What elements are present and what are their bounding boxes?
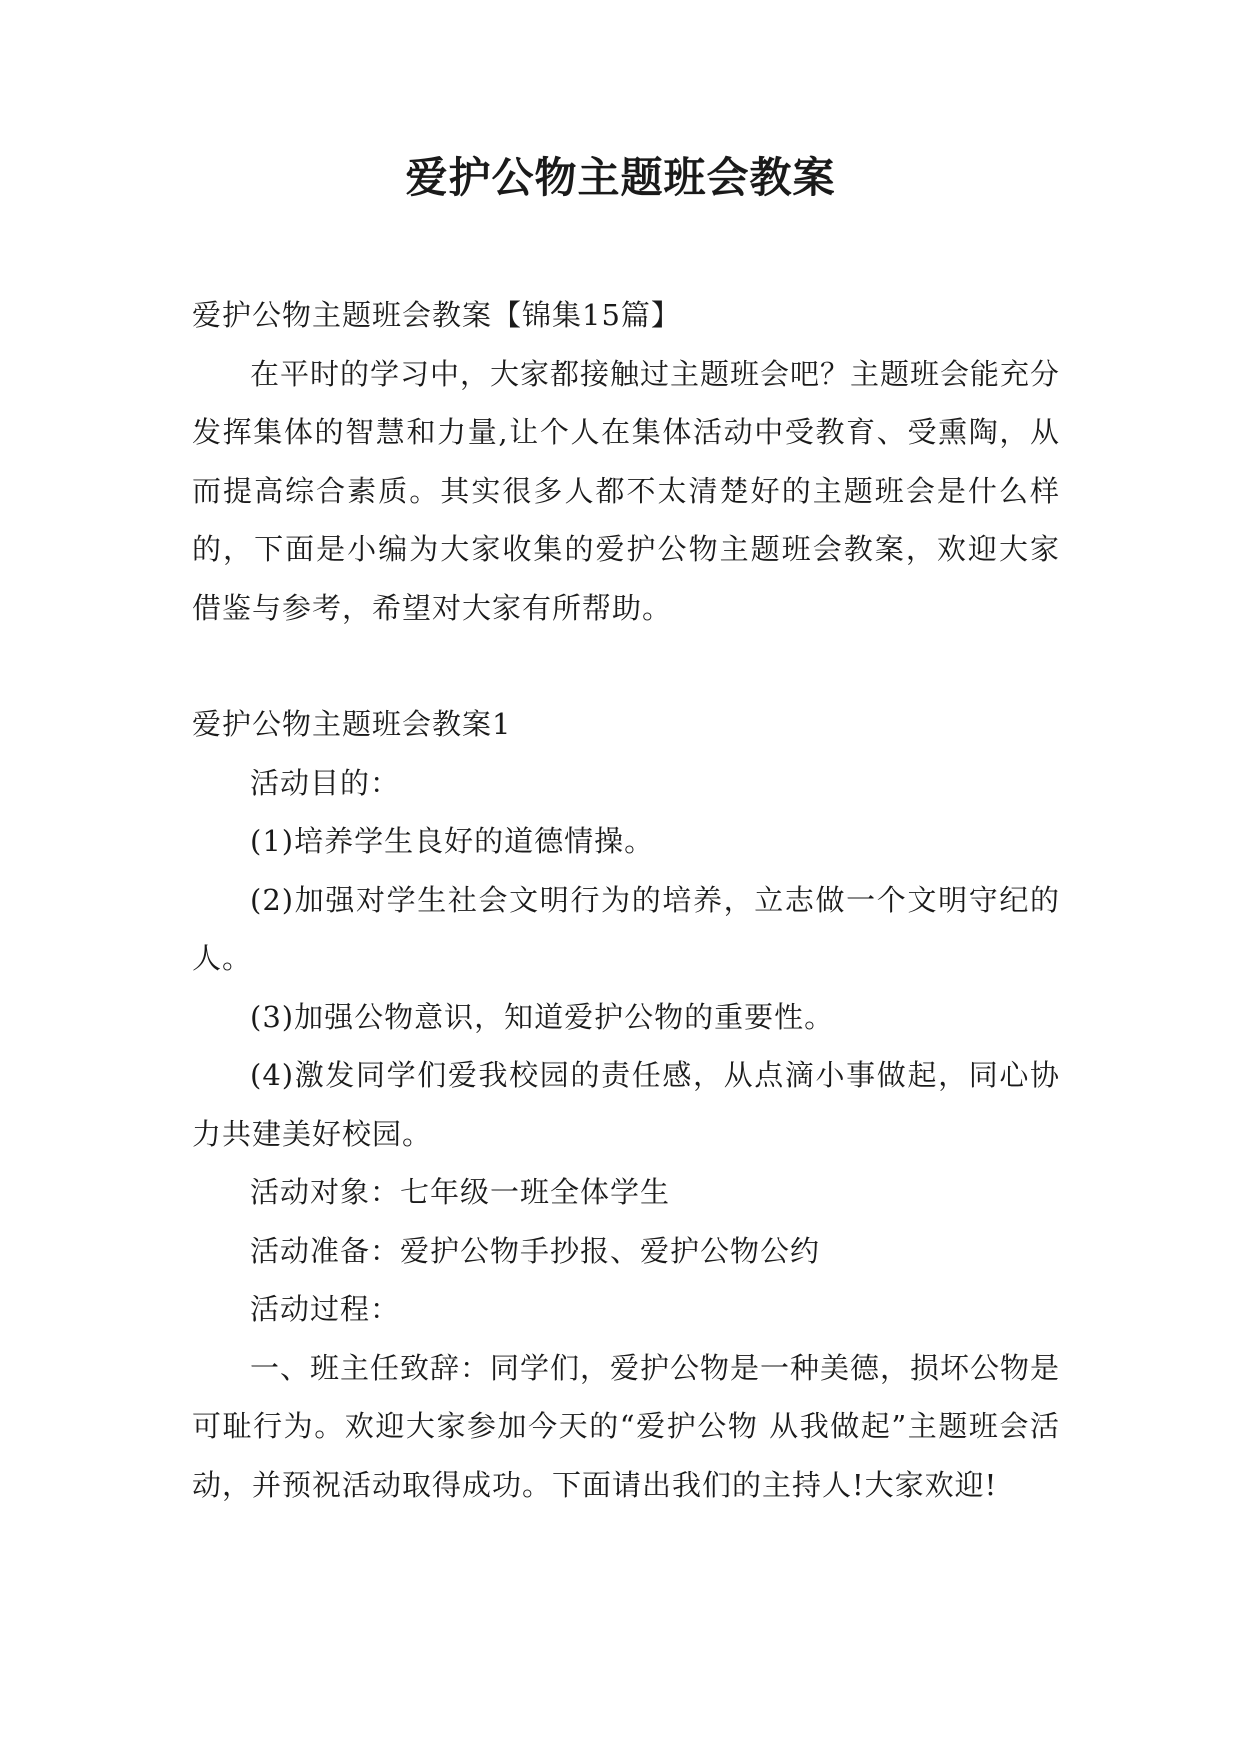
document-subtitle: 爱护公物主题班会教案【锦集15篇】 bbox=[192, 298, 681, 332]
paragraph-goal-1: (1)培养学生良好的道德情操。 bbox=[250, 824, 655, 858]
paragraph-activity-target: 活动对象：七年级一班全体学生 bbox=[250, 1175, 671, 1209]
paragraph-goal-3: (3)加强公物意识，知道爱护公物的重要性。 bbox=[250, 999, 835, 1034]
paragraph-goal-2: (2)加强对学生社会文明行为的培养，立志做一个文明守纪的人。 bbox=[192, 882, 1060, 975]
paragraph-activity-goal-label: 活动目的： bbox=[250, 765, 401, 800]
paragraph-goal-4: (4)激发同学们爱我校园的责任感，从点滴小事做起，同心协力共建美好校园。 bbox=[192, 1058, 1060, 1151]
section-heading: 爱护公物主题班会教案1 bbox=[192, 707, 512, 741]
paragraph-teacher-speech: 一、班主任致辞：同学们，爱护公物是一种美德，损坏公物是可耻行为。欢迎大家参加今天的“爱护公物 从我做起”主题班会活动，并预祝活动取得成功。下面请出我们的主持人!大家欢迎! bbox=[192, 1350, 1061, 1502]
document-title: 爱护公物主题班会教案 bbox=[405, 153, 836, 202]
paragraph-activity-prep: 活动准备：爱护公物手抄报、爱护公物公约 bbox=[250, 1233, 821, 1268]
paragraph-activity-process-label: 活动过程： bbox=[250, 1292, 401, 1326]
document-body bbox=[192, 286, 1060, 1514]
intro-paragraph: 在平时的学习中，大家都接触过主题班会吧？主题班会能充分发挥集体的智慧和力量,让个人在集体活动中受教育、受熏陶，从而提高综合素质。其实很多人都不太清楚好的主题班会是什么样的，下面是小编为大家收集的爱护公物主题班会教案，欢迎大家借鉴与参考，希望对大家有所帮助。 bbox=[192, 356, 1061, 625]
